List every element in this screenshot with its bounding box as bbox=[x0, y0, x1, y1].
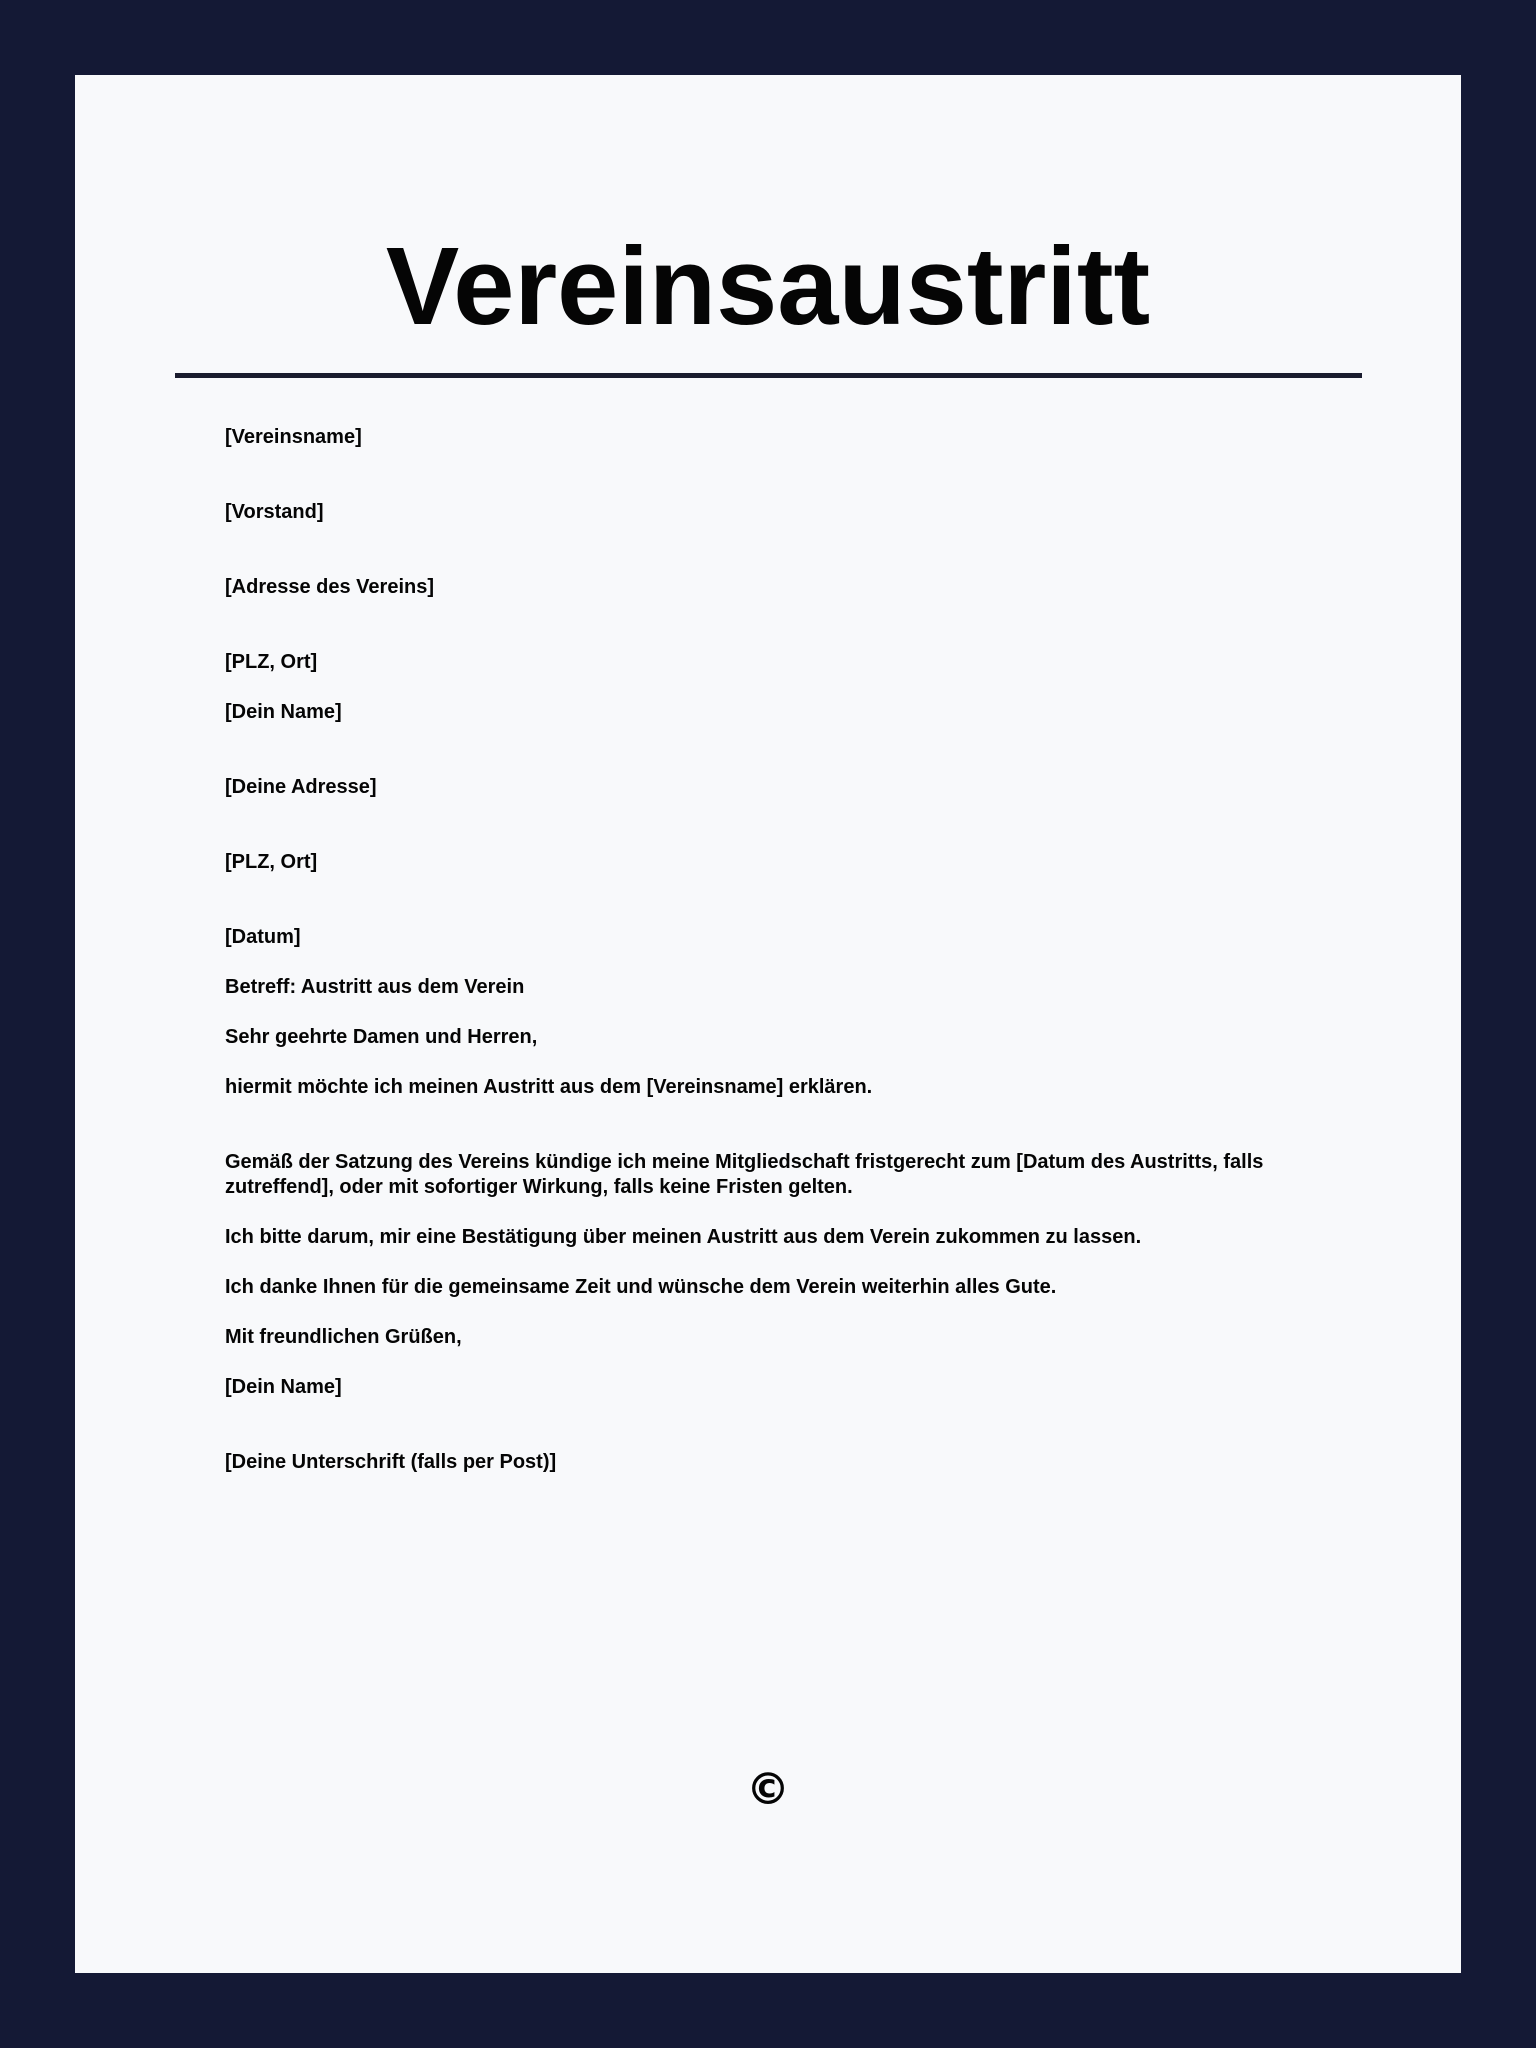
letter-subject: Betreff: Austritt aus dem Verein bbox=[225, 976, 525, 998]
body-paragraph: hiermit möchte ich meinen Austritt aus dem [Vereinsname] erklären. bbox=[225, 1076, 873, 1098]
title-divider bbox=[175, 373, 1362, 378]
body-paragraph: Gemäß der Satzung des Vereins kündige ich meine Mitgliedschaft fristgerecht zum [Datum des Austritts, falls zutreffend], oder mit sofortiger Wirkung, falls keine Fristen gelten. bbox=[225, 1151, 1264, 1198]
letter-closing: Mit freundlichen Grüßen, bbox=[225, 1326, 462, 1348]
recipient-board: [Vorstand] bbox=[225, 501, 324, 523]
letter-date: [Datum] bbox=[225, 926, 301, 948]
body-paragraph: Ich bitte darum, mir eine Bestätigung über meinen Austritt aus dem Verein zukommen zu lassen. bbox=[225, 1226, 1142, 1248]
sender-name: [Dein Name] bbox=[225, 701, 342, 723]
document-title: Vereinsaustritt bbox=[385, 225, 1151, 348]
sender-zip-city: [PLZ, Ort] bbox=[225, 851, 318, 873]
document-page bbox=[75, 75, 1461, 1973]
body-paragraph: Ich danke Ihnen für die gemeinsame Zeit und wünsche dem Verein weiterhin alles Gute. bbox=[225, 1276, 1057, 1298]
copyright-icon: © bbox=[746, 1764, 790, 1815]
recipient-address: [Adresse des Vereins] bbox=[225, 576, 434, 598]
signature-name: [Dein Name] bbox=[225, 1376, 342, 1398]
letter-salutation: Sehr geehrte Damen und Herren, bbox=[225, 1026, 538, 1048]
recipient-zip-city: [PLZ, Ort] bbox=[225, 651, 318, 673]
sender-address: [Deine Adresse] bbox=[225, 776, 377, 798]
recipient-club-name: [Vereinsname] bbox=[225, 426, 362, 448]
signature-line: [Deine Unterschrift (falls per Post)] bbox=[225, 1451, 557, 1473]
